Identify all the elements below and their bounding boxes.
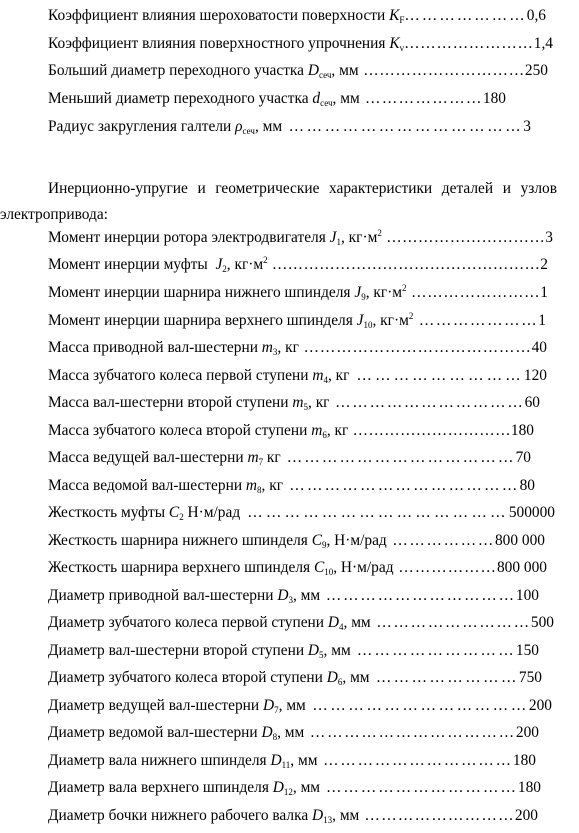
parameter-unit: , кг — [326, 422, 349, 439]
parameter-row — [48, 62, 548, 80]
dot-leader: …………………………… — [317, 752, 513, 769]
parameter-symbol: D — [263, 697, 275, 714]
parameter-symbol: D — [270, 752, 282, 769]
parameter-symbol: D — [272, 779, 284, 796]
parameter-unit: Н·м/рад — [183, 504, 241, 521]
parameter-symbol-subscript: 10 — [363, 320, 373, 330]
parameter-symbol: m — [247, 449, 259, 466]
parameter-symbol: m — [292, 394, 304, 411]
dot-leader: ………………… — [413, 312, 539, 329]
parameter-symbol: K — [389, 35, 400, 52]
dot-leader: ……………… — [386, 532, 495, 549]
parameter-row — [48, 669, 542, 687]
parameter-value: 70 — [515, 449, 531, 466]
parameter-value: 750 — [518, 669, 542, 686]
parameter-unit: , мм — [343, 614, 371, 631]
parameter-unit: , мм — [277, 724, 305, 741]
dot-leader: ………………………………… — [282, 118, 524, 135]
parameter-value: 80 — [519, 477, 535, 494]
parameter-label: Диаметр ведущей вал-шестерни — [48, 697, 263, 714]
parameter-unit: , мм — [342, 669, 370, 686]
section-intro-line-2: электропривода: — [0, 206, 108, 223]
parameter-value: 150 — [515, 642, 539, 659]
parameter-row — [48, 312, 546, 330]
parameter-unit: , мм — [254, 118, 283, 135]
parameter-value: 800 000 — [496, 559, 547, 576]
dot-leader: ………………………… — [358, 62, 525, 79]
parameter-symbol-subscript: 5 — [303, 402, 308, 412]
parameter-label: Радиус закругления галтели — [48, 118, 236, 135]
parameter-symbol: C — [168, 504, 180, 521]
parameter-symbol: D — [277, 587, 289, 604]
parameter-symbol: D — [327, 614, 339, 631]
parameter-unit: , кг — [277, 339, 299, 356]
parameter-symbol: J — [215, 256, 223, 273]
dot-leader: ………………………………… — [280, 449, 516, 466]
parameter-label: Коэффициент влияния шероховатости поверхности — [48, 7, 390, 24]
parameter-row — [48, 422, 534, 440]
parameter-unit: , мм — [292, 779, 321, 796]
dot-leader: ……………………………… — [304, 724, 516, 741]
parameter-symbol-subscript: 1 — [336, 237, 341, 247]
parameter-label: Диаметр вала нижнего шпинделя — [48, 752, 271, 769]
section-intro-line-1: Инерционно-упругие и геометрические характеристики деталей и узлов — [48, 180, 557, 197]
section-intro-paragraph — [0, 176, 557, 228]
parameter-unit: , мм — [332, 90, 360, 107]
dot-leader: ………………………… — [348, 422, 511, 439]
dot-leader: …………………… — [369, 669, 519, 686]
parameter-label: Больший диаметр переходного участка — [48, 62, 308, 79]
parameter-value: 200 — [515, 724, 539, 741]
parameter-symbol: D — [312, 807, 324, 824]
parameter-unit: , Н·м/рад — [326, 532, 387, 549]
parameter-row — [48, 339, 547, 357]
parameter-row — [48, 779, 541, 797]
parameter-value: 180 — [512, 752, 536, 769]
parameter-unit: , кг — [308, 394, 330, 411]
parameter-symbol: ρ — [235, 118, 243, 135]
dot-leader: …………………… — [406, 284, 541, 301]
parameter-row — [48, 724, 539, 742]
parameter-symbol: C — [311, 532, 322, 549]
parameter-unit: , кг·м — [226, 256, 264, 273]
dot-leader: ……………………… — [370, 614, 531, 631]
parameter-row — [48, 118, 531, 136]
parameter-label: Момент инерции шарнира верхнего шпинделя — [48, 312, 357, 329]
parameter-row — [48, 35, 553, 53]
parameter-row — [48, 532, 545, 550]
dot-leader: ……………………… — [350, 642, 516, 659]
parameter-unit: , кг·м — [365, 284, 403, 301]
parameter-row — [48, 229, 553, 247]
parameter-unit-exponent: 2 — [402, 283, 407, 293]
parameter-symbol-subscript: F — [399, 15, 405, 25]
parameter-label: Масса зубчатого колеса второй ступени — [48, 422, 312, 439]
dot-leader: ……………………………… — [305, 697, 529, 714]
parameter-row — [48, 284, 548, 302]
parameter-row — [48, 7, 546, 25]
dot-leader: ……………………… — [349, 367, 524, 384]
parameter-symbol-subscript: 2 — [222, 264, 227, 274]
parameter-label: Диаметр бочки нижнего рабочего валка — [48, 807, 312, 824]
parameter-row — [48, 394, 540, 412]
parameter-unit-exponent: 2 — [408, 311, 414, 321]
parameter-label: Жесткость муфты — [48, 504, 169, 521]
parameter-row — [48, 752, 536, 770]
parameter-row — [48, 367, 547, 385]
parameter-symbol: D — [307, 62, 319, 79]
dot-leader: ………………… — [404, 7, 527, 24]
parameter-row — [48, 614, 554, 632]
parameter-symbol-subscript: 5 — [319, 650, 324, 660]
dot-leader: …………………………………… — [240, 504, 509, 521]
parameter-value: 180 — [517, 779, 541, 796]
parameter-symbol: m — [261, 339, 273, 356]
parameter-value: 2 — [540, 256, 548, 273]
dot-leader: ………………………… — [381, 229, 546, 246]
dot-leader: …………………… — [404, 35, 534, 52]
parameter-symbol-subscript: 3 — [272, 347, 278, 357]
parameter-symbol: K — [389, 7, 400, 24]
parameter-label: Жесткость шарнира нижнего шпинделя — [48, 532, 312, 549]
parameter-row — [48, 642, 539, 660]
parameter-value: 200 — [514, 807, 538, 824]
parameter-unit: , Н·м/рад — [333, 559, 394, 576]
parameter-label: Диаметр ведомой вал-шестерни — [48, 724, 262, 741]
parameter-symbol: C — [313, 559, 325, 576]
parameter-symbol-subscript: 3 — [288, 595, 293, 605]
parameter-unit: , кг — [261, 477, 284, 494]
parameter-value: 500 — [530, 614, 554, 631]
parameter-value: 500000 — [508, 504, 555, 521]
parameter-symbol-subscript: сеч — [320, 98, 333, 108]
parameter-label: Диаметр вал-шестерни второй ступени — [48, 642, 308, 659]
parameter-symbol-subscript: 4 — [339, 622, 344, 632]
parameter-value: 40 — [531, 339, 547, 356]
parameter-row — [48, 697, 552, 715]
parameter-unit: , кг·м — [372, 312, 409, 329]
parameter-label: Жесткость шарнира верхнего шпинделя — [48, 559, 314, 576]
parameter-symbol: D — [307, 642, 320, 659]
parameter-unit: , мм — [292, 587, 321, 604]
dot-leader: …………………………… — [320, 779, 518, 796]
parameter-symbol-subscript: сеч — [318, 70, 332, 80]
dot-leader: …………………………… — [320, 587, 516, 604]
parameter-value: 1 — [538, 312, 546, 329]
parameter-symbol-subscript: 7 — [258, 457, 264, 467]
parameter-row — [48, 587, 539, 605]
parameter-label: Меньший диаметр переходного участка — [48, 90, 313, 107]
dot-leader: ……………… — [393, 559, 497, 576]
parameter-label: Диаметр зубчатого колеса второй ступени — [48, 669, 327, 686]
parameter-row — [48, 449, 531, 467]
parameter-unit: , кг — [327, 367, 350, 384]
parameter-symbol-subscript: 12 — [283, 787, 293, 797]
parameter-symbol: J — [356, 312, 364, 329]
dot-leader: …………………………………… — [298, 339, 532, 356]
parameter-symbol: D — [261, 724, 273, 741]
parameter-label: Коэффициент влияния поверхностного упрочнения — [48, 35, 390, 52]
parameter-symbol-subscript: 9 — [321, 540, 327, 550]
dot-leader: …………………………………………… — [267, 256, 541, 273]
parameter-value: 0,6 — [526, 7, 547, 24]
parameter-value: 200 — [528, 697, 552, 714]
parameter-row — [48, 504, 555, 522]
parameter-label: Масса вал-шестерни второй ступени — [48, 394, 293, 411]
dot-leader: …………………………… — [329, 394, 525, 411]
parameter-symbol: m — [312, 367, 324, 384]
parameter-row — [48, 256, 548, 274]
parameter-unit: кг — [263, 449, 281, 466]
parameter-symbol-subscript: 6 — [322, 430, 327, 440]
parameter-symbol-subscript: 7 — [274, 705, 279, 715]
parameter-value: 800 000 — [494, 532, 545, 549]
parameter-symbol: m — [245, 477, 258, 494]
parameter-symbol-subscript: 9 — [361, 292, 366, 302]
parameter-symbol: m — [311, 422, 323, 439]
parameter-symbol: J — [329, 229, 337, 246]
parameter-unit: , мм — [331, 62, 359, 79]
parameter-symbol: J — [354, 284, 362, 301]
parameter-symbol-subscript: 8 — [272, 732, 278, 742]
parameter-symbol-subscript: 4 — [323, 375, 328, 385]
parameter-label: Диаметр зубчатого колеса первой ступени — [48, 614, 328, 631]
parameter-row — [48, 807, 538, 825]
parameter-unit: , мм — [278, 697, 306, 714]
parameter-value: 3 — [545, 229, 553, 246]
parameter-value: 180 — [482, 90, 506, 107]
dot-leader: ………………… — [359, 90, 483, 107]
parameter-symbol: D — [326, 669, 338, 686]
parameter-label: Масса приводной вал-шестерни — [48, 339, 262, 356]
parameter-label: Диаметр вала верхнего шпинделя — [48, 779, 273, 796]
parameter-row — [48, 477, 535, 495]
parameter-symbol-subscript: 10 — [324, 567, 334, 577]
parameter-symbol-subscript: v — [399, 43, 405, 53]
parameter-value: 3 — [523, 118, 531, 135]
parameter-value: 100 — [515, 587, 539, 604]
parameter-row — [48, 90, 506, 108]
parameter-symbol-subscript: 6 — [337, 677, 343, 687]
parameter-value: 180 — [510, 422, 534, 439]
parameter-value: 1 — [540, 284, 548, 301]
dot-leader: ………………………………… — [283, 477, 520, 494]
parameter-symbol: d — [312, 90, 321, 107]
parameter-label: Масса зубчатого колеса первой ступени — [48, 367, 313, 384]
parameter-label: Момент инерции ротора электродвигателя — [48, 229, 330, 246]
parameter-unit: , мм — [323, 642, 351, 659]
parameter-symbol-subscript: 8 — [257, 485, 262, 495]
parameter-symbol-subscript: 11 — [281, 760, 291, 770]
parameter-value: 1,4 — [533, 35, 553, 52]
parameter-label: Масса ведущей вал-шестерни — [48, 449, 248, 466]
parameter-value: 60 — [524, 394, 540, 411]
parameter-symbol-subscript: сеч — [242, 126, 255, 136]
parameter-unit: , мм — [332, 807, 360, 824]
parameter-symbol-subscript: 13 — [323, 815, 333, 825]
parameter-value: 120 — [523, 367, 547, 384]
parameter-value: 250 — [524, 62, 548, 79]
parameter-unit: , мм — [290, 752, 318, 769]
parameter-label: Момент инерции муфты — [48, 256, 216, 273]
parameter-label: Момент инерции шарнира нижнего шпинделя — [48, 284, 355, 301]
parameter-label: Диаметр приводной вал-шестерни — [48, 587, 278, 604]
parameter-unit: , кг·м — [340, 229, 378, 246]
dot-leader: ……………………… — [359, 807, 515, 824]
parameter-unit-exponent: 2 — [263, 255, 268, 265]
parameter-symbol-subscript: 2 — [179, 512, 184, 522]
parameter-label: Масса ведомой вал-шестерни — [48, 477, 246, 494]
parameter-row — [48, 559, 547, 577]
parameter-unit-exponent: 2 — [377, 228, 382, 238]
